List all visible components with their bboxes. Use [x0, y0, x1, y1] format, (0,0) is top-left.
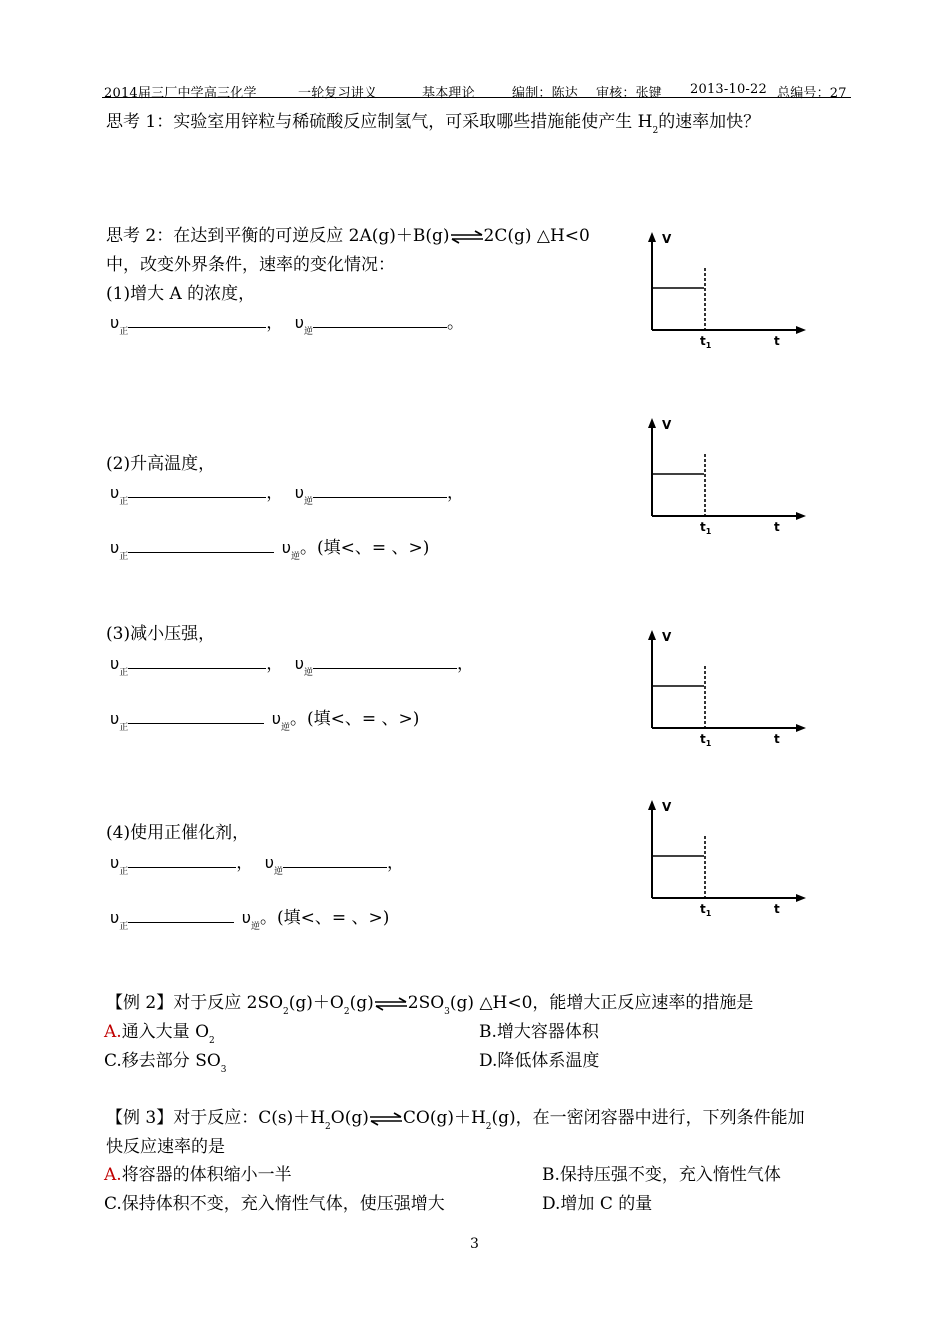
header-rule [102, 97, 851, 98]
case4-compare-blank[interactable] [128, 905, 234, 923]
case2-compare: $\upsilon_正$ $\upsilon_逆$。(填<、= 、>) [110, 533, 429, 558]
page-number: 3 [470, 1236, 479, 1252]
case3-forward-blank[interactable] [128, 651, 266, 669]
x-axis-arrow-icon [796, 724, 806, 732]
y-axis-label: V [662, 800, 672, 814]
think1-question: 思考 1：实验室用锌粒与稀硫酸反应制氢气，可采取哪些措施能使产生 $H_2$的速率加快？ [106, 112, 761, 136]
case1-blanks: $\upsilon_正$ ， $\upsilon_逆$ 。 [110, 308, 464, 333]
case1-forward-blank[interactable] [128, 310, 266, 328]
equilibrium-arrow-icon [374, 997, 408, 1011]
case4-reverse-blank[interactable] [283, 850, 387, 868]
case4-blanks: $\upsilon_正$ ， $\upsilon_逆$ ， [110, 848, 404, 873]
ex3-line2: 快反应速率的是 [106, 1137, 225, 1157]
ex3-option-d: D.增加 C 的量 [542, 1194, 653, 1214]
t1-subscript: 1 [705, 527, 712, 536]
equilibrium-arrow-icon [450, 230, 484, 244]
header-school: 2014届三厂中学高三化学 [104, 86, 257, 101]
x-axis-arrow-icon [796, 512, 806, 520]
case3-compare-blank[interactable] [128, 706, 264, 724]
case2-compare-blank[interactable] [128, 535, 274, 553]
t1-subscript: 1 [705, 739, 712, 748]
think2-line2: 中，改变外界条件，速率的变化情况： [106, 255, 395, 275]
equilibrium-arrow-icon [369, 1112, 403, 1126]
x-axis-label: t [774, 334, 780, 348]
y-axis-arrow-icon [648, 232, 656, 242]
case3-title: (3)减小压强， [106, 624, 216, 644]
rate-time-graph-4 [640, 794, 810, 924]
x-axis-label: t [774, 902, 780, 916]
t1-label: $t_1$ [700, 520, 712, 536]
rate-time-graph-2 [640, 412, 810, 542]
y-axis-label: V [662, 630, 672, 644]
t1-subscript: 1 [705, 341, 712, 350]
case2-forward-blank[interactable] [128, 480, 266, 498]
y-axis-label: V [662, 232, 672, 246]
case3-blanks: $\upsilon_正$ ， $\upsilon_逆$ ， [110, 649, 474, 674]
t1-label: $t_1$ [700, 334, 712, 350]
y-axis-arrow-icon [648, 418, 656, 428]
y-axis-arrow-icon [648, 800, 656, 810]
case4-forward-blank[interactable] [128, 850, 236, 868]
t1-subscript: 1 [705, 909, 712, 918]
header-date: 2013-10-22 [690, 82, 767, 97]
ex3-option-a: A.将容器的体积缩小一半 [104, 1165, 292, 1185]
graph-svg [640, 226, 810, 356]
case3-reverse-blank[interactable] [313, 651, 457, 669]
y-axis-label: V [662, 418, 672, 432]
header-number: 总编号：27 [777, 86, 847, 101]
t1-label: $t_1$ [700, 732, 712, 748]
think2-question: 思考 2：在达到平衡的可逆反应 2A(g)＋B(g) 2C(g) △H<0 [106, 226, 590, 246]
case3-compare: $\upsilon_正$ $\upsilon_逆$。(填<、= 、>) [110, 704, 419, 729]
x-axis-label: t [774, 732, 780, 746]
y-axis-arrow-icon [648, 630, 656, 640]
graph-svg [640, 624, 810, 754]
ex2-question: 【例 2】对于反应 $2SO_2(g)+O_2(g)$ $2SO_3(g)$ △H<0，能增大正反应速率的措施是 [106, 993, 754, 1017]
ex3-option-c: C.保持体积不变，充入惰性气体，使压强增大 [104, 1194, 445, 1214]
case2-blanks: $\upsilon_正$ ， $\upsilon_逆$ ， [110, 478, 464, 503]
x-axis-arrow-icon [796, 326, 806, 334]
case4-title: (4)使用正催化剂， [106, 823, 250, 843]
ex2-option-b: B.增大容器体积 [479, 1022, 599, 1042]
graph-svg [640, 412, 810, 542]
x-axis-arrow-icon [796, 894, 806, 902]
graph-svg [640, 794, 810, 924]
case4-compare: $\upsilon_正$ $\upsilon_逆$。(填<、= 、>) [110, 903, 389, 928]
x-axis-label: t [774, 520, 780, 534]
case2-reverse-blank[interactable] [313, 480, 447, 498]
case1-reverse-blank[interactable] [313, 310, 447, 328]
ex3-option-b: B.保持压强不变，充入惰性气体 [542, 1165, 781, 1185]
ex2-option-a: A.通入大量 $O_2$ [104, 1022, 215, 1046]
case1-title: (1)增大 A 的浓度， [106, 284, 256, 304]
header-topic: 基本理论 [422, 86, 475, 101]
ex3-question: 【例 3】对于反应：$C(s)+H_2O(g)$ $CO(g)+H_2(g)$，在一密闭容器中进行，下列条件能加 [106, 1108, 805, 1132]
header-course: 一轮复习讲义 [298, 86, 378, 101]
rate-time-graph-3 [640, 624, 810, 754]
t1-label: $t_1$ [700, 902, 712, 918]
rate-time-graph-1 [640, 226, 810, 356]
header-editor: 编制：陈达 [512, 86, 579, 101]
case2-title: (2)升高温度， [106, 454, 216, 474]
ex2-option-c: C.移去部分 $SO_3$ [104, 1051, 227, 1075]
ex2-option-d: D.降低体系温度 [479, 1051, 600, 1071]
header-reviewer: 审核：张键 [596, 86, 663, 101]
